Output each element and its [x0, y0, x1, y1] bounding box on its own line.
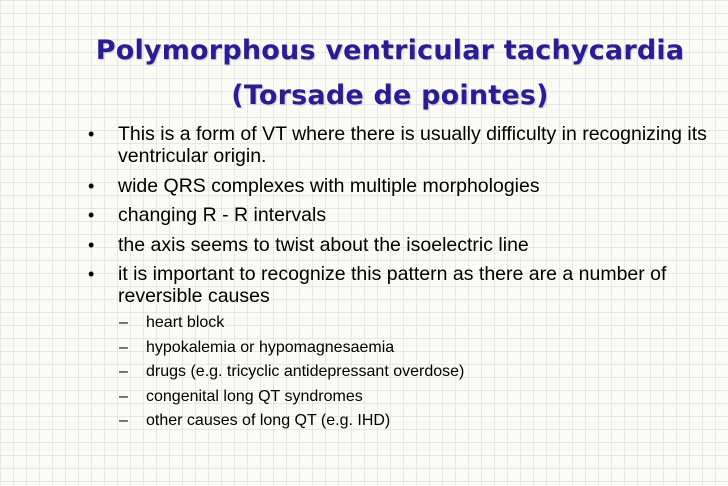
bullet-text: changing R - R intervals: [118, 204, 327, 226]
bullet-item: [88, 123, 708, 167]
sub-bullet-text: drugs (e.g. tricyclic antidepressant overdose): [146, 363, 465, 380]
bullet-item: [88, 204, 708, 226]
bullet-dot-icon: •: [88, 175, 95, 196]
slide-title: [60, 28, 720, 118]
bullet-dot-icon: •: [88, 205, 95, 225]
dash-icon: –: [119, 338, 128, 356]
bullet-text: the axis seems to twist about the isoelectric line: [118, 233, 529, 256]
sub-bullet-item: [118, 313, 708, 332]
sub-bullet-text: hypokalemia or hypomagnesaemia: [146, 338, 395, 356]
sub-bullet-item: [118, 411, 708, 430]
dash-icon: –: [119, 387, 128, 405]
bullet-dot-icon: •: [88, 124, 95, 144]
dash-icon: –: [119, 314, 128, 331]
bullet-item: [88, 234, 708, 256]
sub-bullet-list: [118, 313, 708, 430]
sub-bullet-text: heart block: [146, 314, 225, 331]
bullet-item: [88, 263, 708, 430]
sub-bullet-text: other causes of long QT (e.g. IHD): [146, 412, 391, 429]
sub-bullet-item: [118, 338, 708, 357]
dash-icon: –: [119, 412, 128, 429]
dash-icon: –: [119, 363, 128, 380]
bullet-item: [88, 175, 708, 197]
bullet-list: [88, 123, 708, 438]
slide-title-line-1: Polymorphous ventricular tachycardia: [95, 35, 685, 66]
bullet-text: wide QRS complexes with multiple morphologies: [118, 174, 540, 197]
slide-title-line-2: (Torsade de pointes): [231, 80, 549, 111]
bullet-dot-icon: •: [88, 234, 95, 255]
sub-bullet-item: [118, 362, 708, 381]
sub-bullet-text: congenital long QT syndromes: [146, 387, 363, 405]
bullet-text: it is important to recognize this pattern as there are a number of reversible causes: [118, 263, 667, 307]
bullet-dot-icon: •: [88, 264, 95, 284]
sub-bullet-item: [118, 387, 708, 406]
bullet-text: This is a form of VT where there is usually difficulty in recognizing its ventricular origin.: [118, 123, 707, 167]
